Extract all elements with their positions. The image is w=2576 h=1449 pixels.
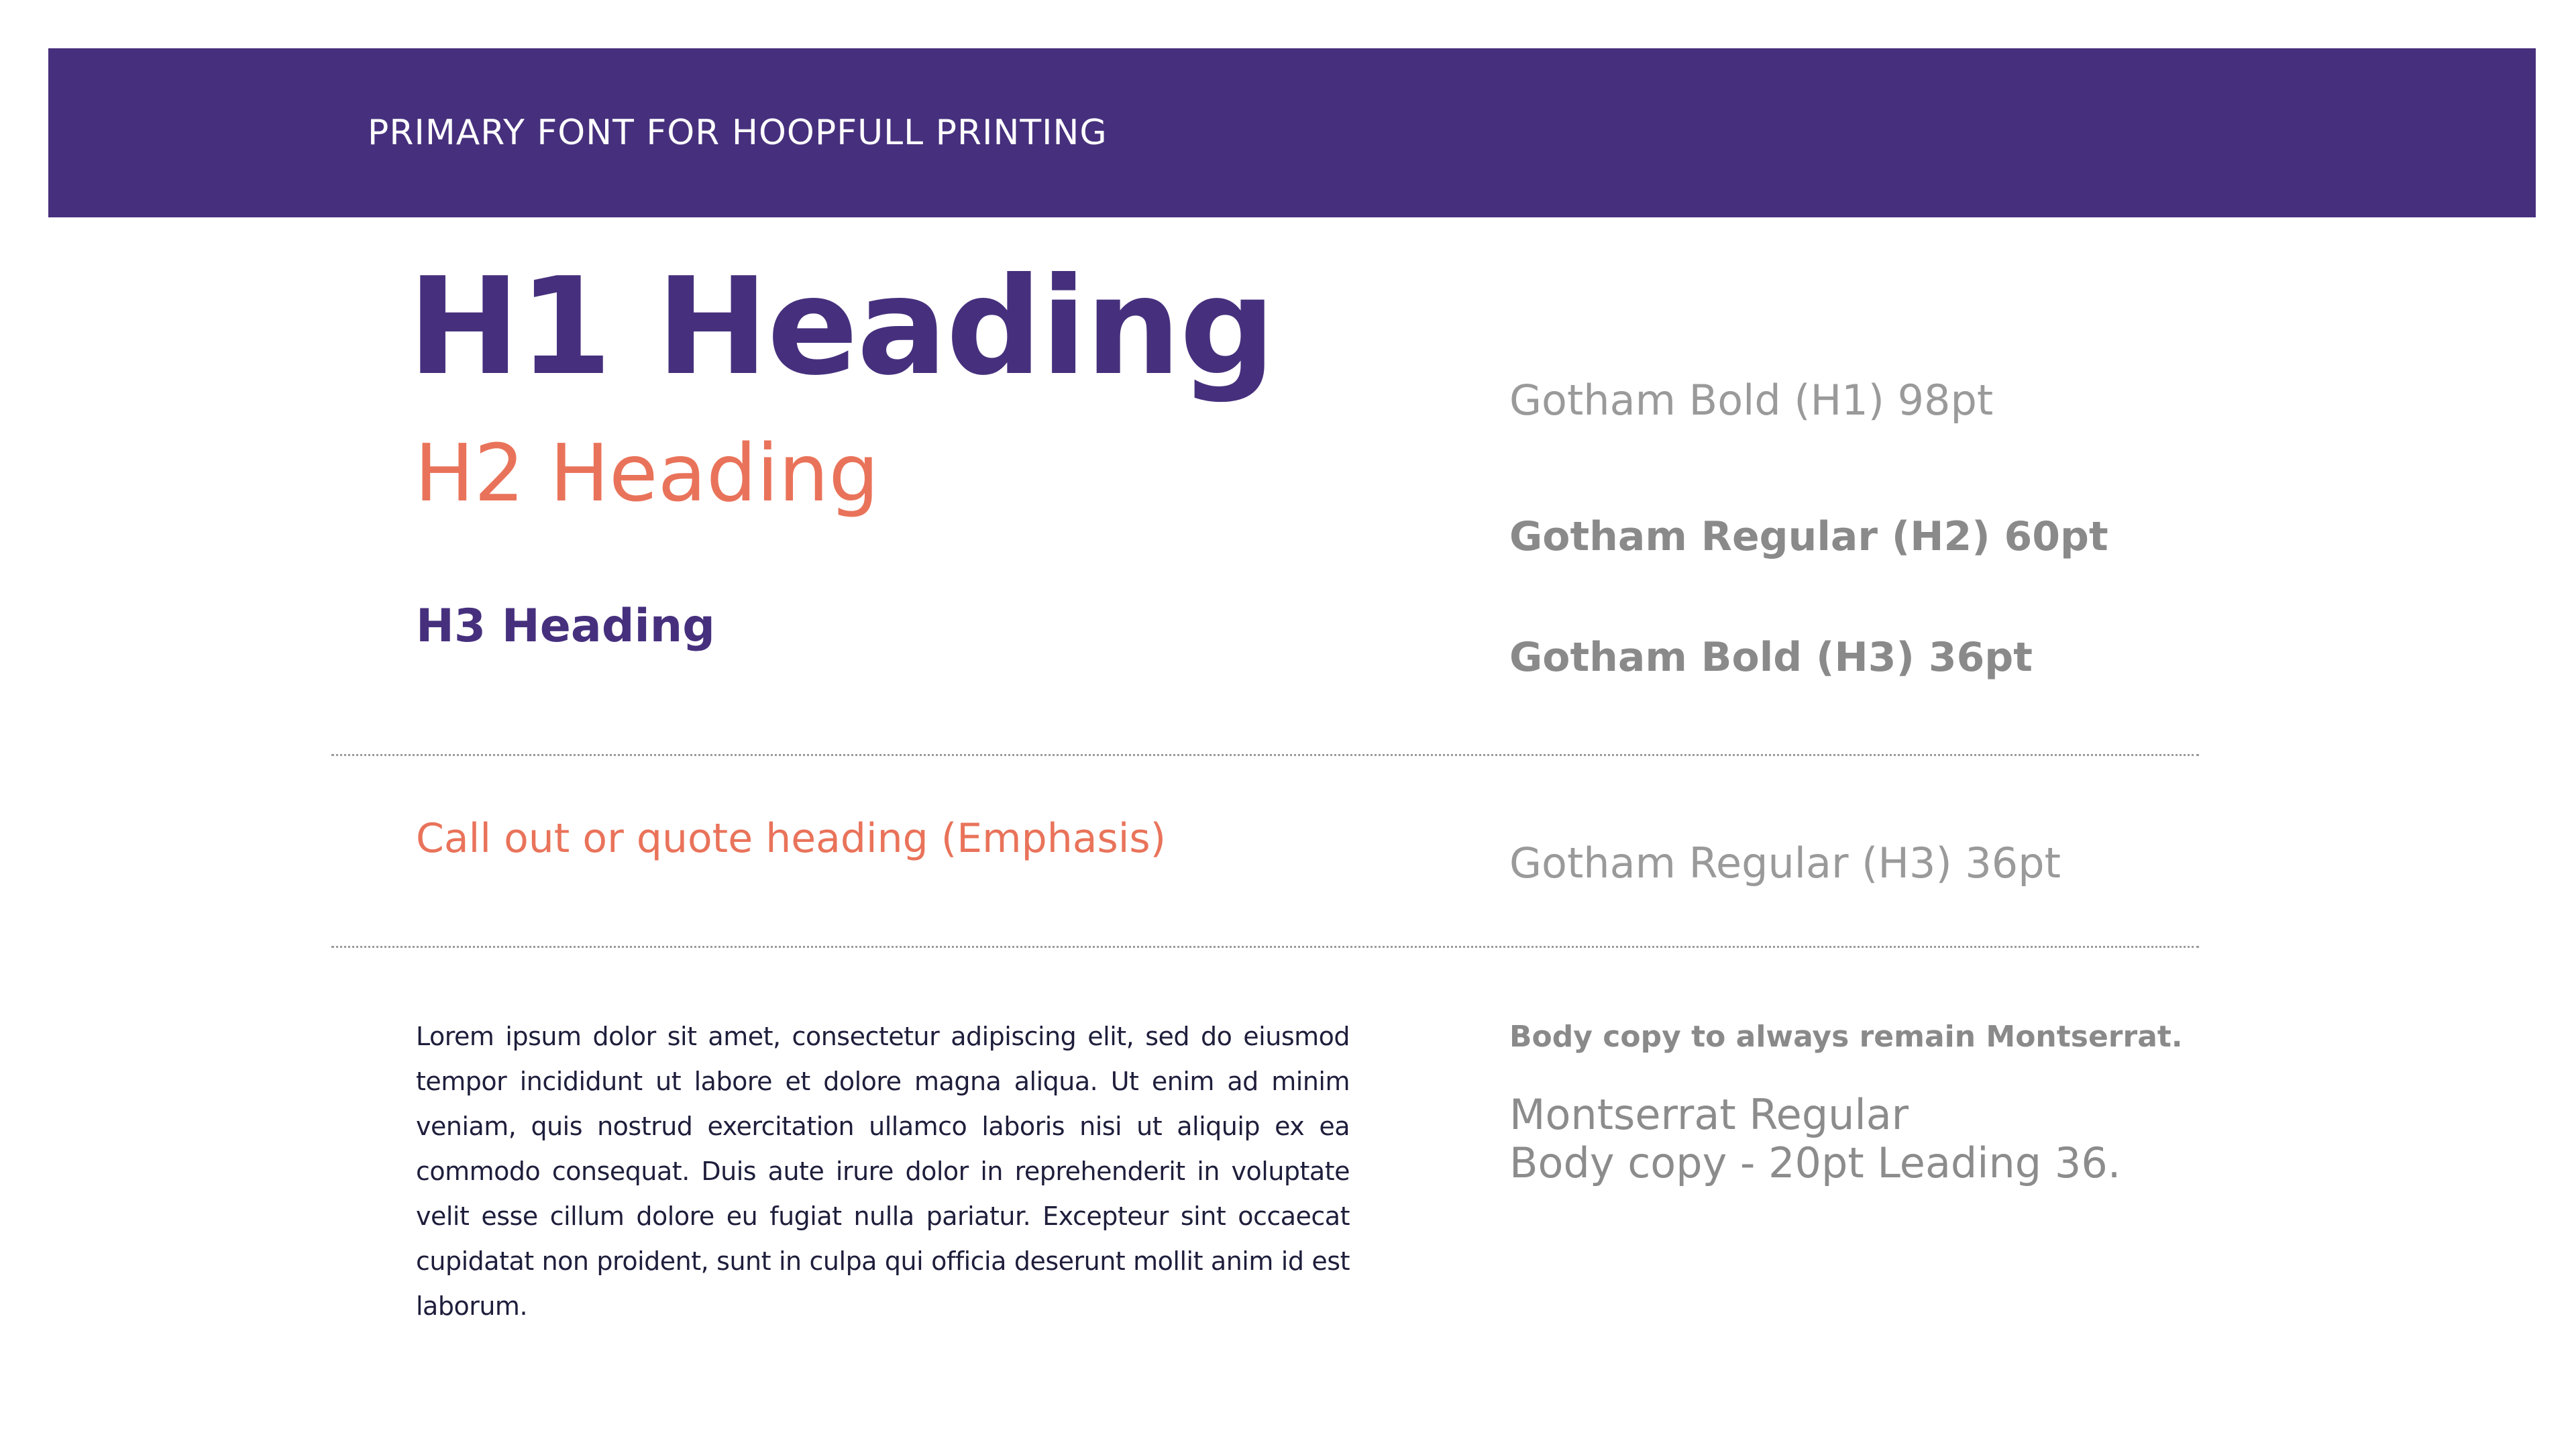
- h2-font-spec: Gotham Regular (H2) 60pt: [1509, 513, 2108, 560]
- banner-title: PRIMARY FONT FOR HOOPFULL PRINTING: [368, 113, 1108, 153]
- section-divider-top: [331, 754, 2199, 756]
- h3-sample: H3 Heading: [416, 600, 715, 653]
- body-font-spec-line1: Montserrat Regular: [1509, 1090, 1909, 1139]
- body-font-spec: [1509, 1091, 2121, 1187]
- body-font-spec-line2: Body copy - 20pt Leading 36.: [1509, 1138, 2121, 1187]
- section-divider-bottom: [331, 946, 2199, 948]
- h3-font-spec: Gotham Bold (H3) 36pt: [1509, 634, 2033, 681]
- emphasis-font-spec: Gotham Regular (H3) 36pt: [1509, 839, 2061, 888]
- h1-font-spec: Gotham Bold (H1) 98pt: [1509, 376, 1994, 425]
- body-copy-note: Body copy to always remain Montserrat.: [1509, 1020, 2183, 1054]
- h1-sample: H1 Heading: [408, 249, 1275, 405]
- body-copy-sample: Lorem ipsum dolor sit amet, consectetur adipiscing elit, sed do eiusmod tempor incididunt ut labore et dolore magna aliqua. Ut enim ad minim veniam, quis nostrud exercitation ullamco laboris nisi ut aliquip ex ea commodo consequat. Duis aute irure dolor in reprehenderit in voluptate velit esse cillum dolore eu fugiat nulla pariatur. Excepteur sint occaecat cupidatat non proident, sunt in culpa qui officia deserunt mollit anim id est laborum.: [416, 1022, 1350, 1321]
- callout-sample: Call out or quote heading (Emphasis): [416, 815, 1167, 862]
- h2-sample: H2 Heading: [415, 427, 879, 519]
